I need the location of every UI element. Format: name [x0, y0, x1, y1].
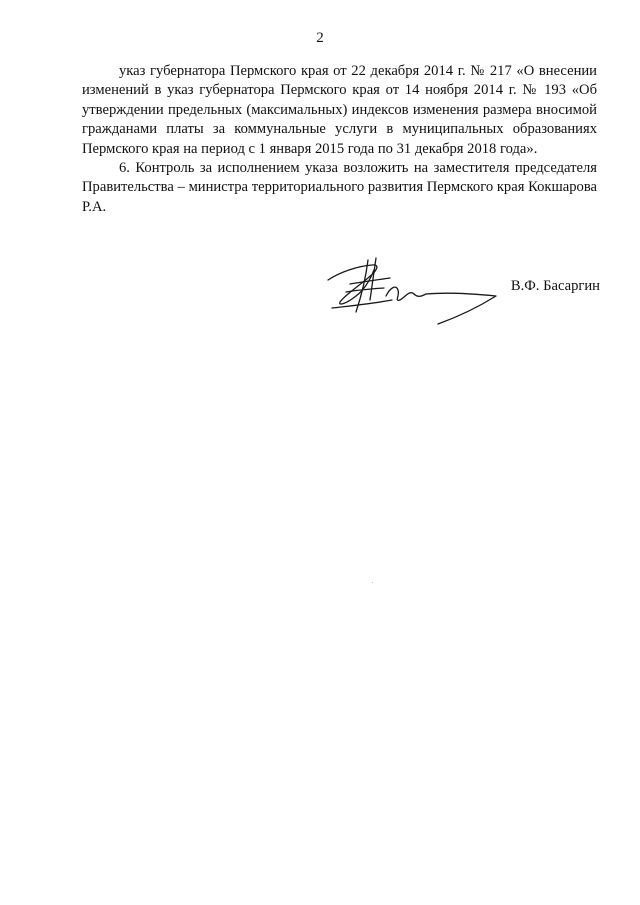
- signature-block: [310, 250, 600, 340]
- paragraph-item-6-control: 6. Контроль за исполнением указа возложить на заместителя председателя Правительства – министра территориального развития Пермского края Кокшарова Р.А.: [82, 160, 597, 215]
- paragraph-decree-reference: указ губернатора Пермского края от 22 декабря 2014 г. № 217 «О внесении изменений в указ губернатора Пермского края от 14 ноября 2014 г. № 193 «Об утверждении предельных (максимальных) индексов изменения размера вносимой гражданами платы за коммунальные услуги в муниципальных образованиях Пермского края на период с 1 января 2015 года по 31 декабря 2018 года».: [82, 63, 597, 157]
- signer-name: В.Ф. Басаргин: [510, 278, 600, 294]
- page-number: 2: [316, 30, 324, 46]
- document-body: [82, 62, 597, 217]
- scan-speck: [372, 582, 373, 583]
- handwritten-signature: [310, 250, 510, 330]
